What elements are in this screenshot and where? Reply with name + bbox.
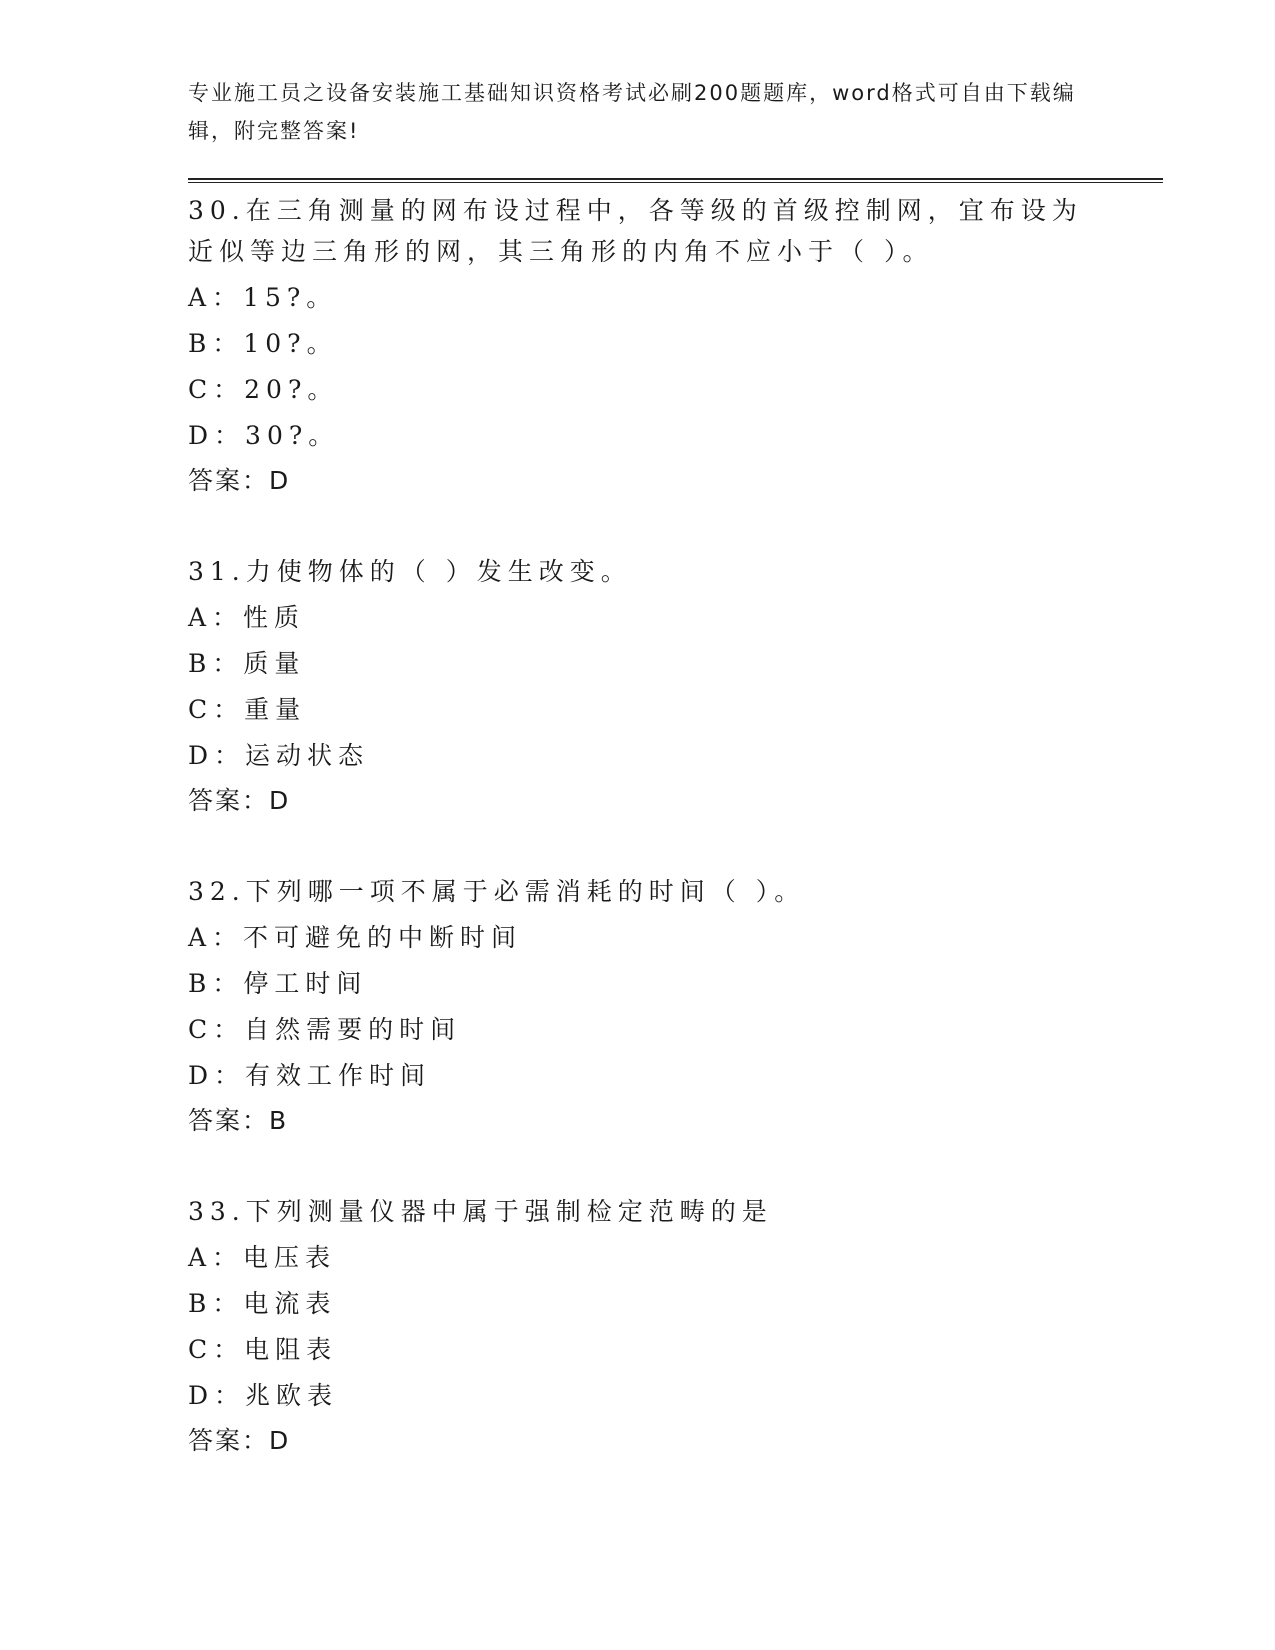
option-d: D：有效工作时间 <box>188 1061 432 1090</box>
answer: 答案：D <box>188 466 291 495</box>
question-33 <box>188 1191 1168 1463</box>
header-divider <box>188 178 1163 183</box>
option-d: D：兆欧表 <box>188 1381 339 1410</box>
question-stem: 31.力使物体的（ ）发生改变。 <box>188 557 632 586</box>
option-d: D：30?。 <box>188 421 340 450</box>
option-c: C：20?。 <box>188 375 339 404</box>
option-b: B：10?。 <box>188 329 338 358</box>
option-a: A：不可避免的中断时间 <box>188 923 523 952</box>
question-list <box>188 190 1168 1511</box>
option-a: A：性质 <box>188 603 306 632</box>
question-31 <box>188 551 1168 823</box>
option-c: C：电阻表 <box>188 1335 338 1364</box>
question-stem: 33.下列测量仪器中属于强制检定范畴的是 <box>188 1197 773 1226</box>
option-d: D：运动状态 <box>188 741 370 770</box>
option-a: A：电压表 <box>188 1243 337 1272</box>
answer: 答案：D <box>188 786 291 815</box>
option-b: B：电流表 <box>188 1289 337 1318</box>
question-stem: 30.在三角测量的网布设过程中，各等级的首级控制网，宜布设为近似等边三角形的网，其三角形的内角不应小于（ ）。 <box>188 196 1083 266</box>
question-32 <box>188 871 1168 1143</box>
option-b: B：质量 <box>188 649 306 678</box>
question-stem: 32.下列哪一项不属于必需消耗的时间（ ）。 <box>188 877 806 906</box>
answer: 答案：B <box>188 1106 289 1135</box>
document-header: 专业施工员之设备安装施工基础知识资格考试必刷200题题库，word格式可自由下载编辑，附完整答案! <box>188 81 1076 143</box>
option-a: A：15?。 <box>188 283 338 312</box>
answer: 答案：D <box>188 1426 291 1455</box>
question-30 <box>188 190 1168 503</box>
option-c: C：自然需要的时间 <box>188 1015 462 1044</box>
option-b: B：停工时间 <box>188 969 368 998</box>
option-c: C：重量 <box>188 695 307 724</box>
